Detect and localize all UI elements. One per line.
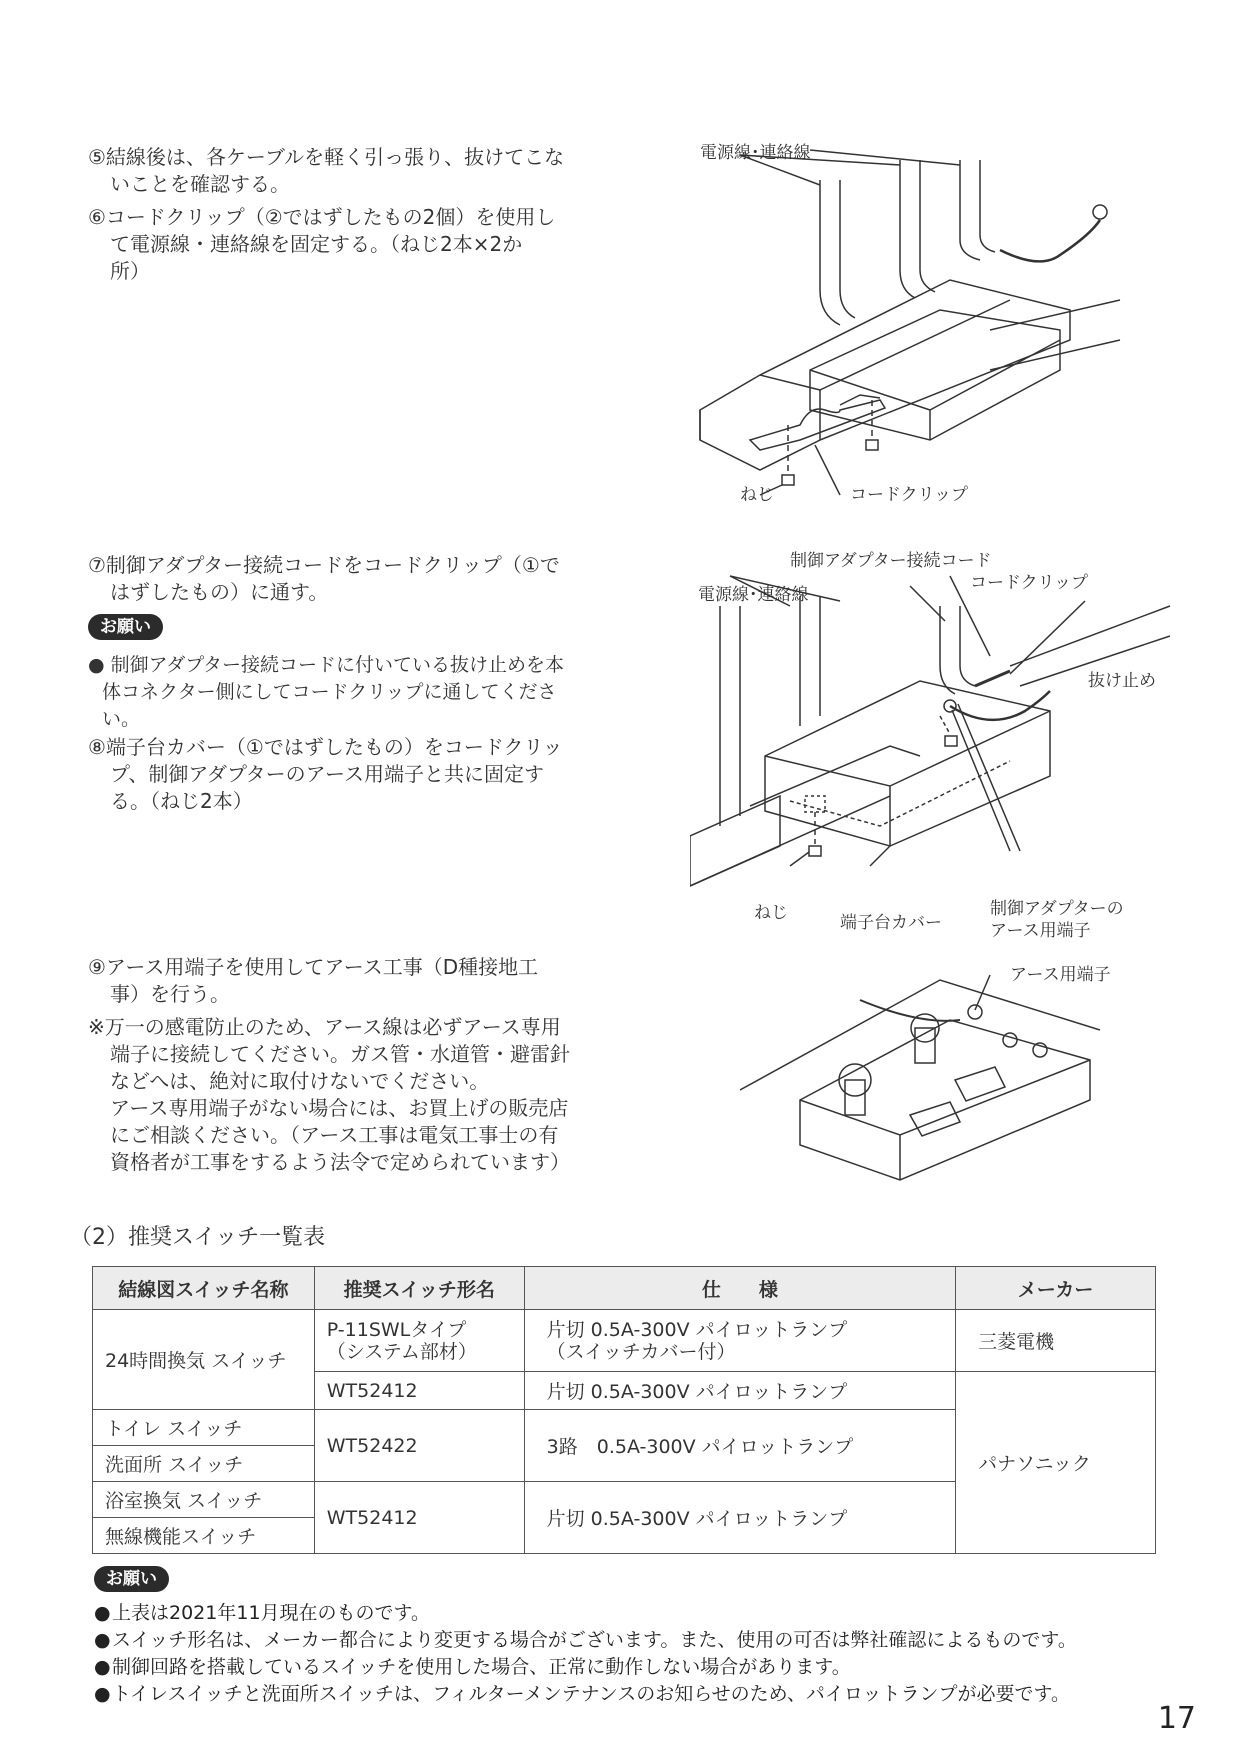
note2-badge: お願い [94, 1566, 169, 1592]
cell-model-wt52412-a: WT52412 [314, 1372, 524, 1410]
th-switch-name: 結線図スイッチ名称 [93, 1267, 315, 1310]
cell-name-washroom: 洗面所 スイッチ [93, 1446, 315, 1482]
step6-text [88, 204, 555, 285]
section-title: （2）推奨スイッチ一覧表 [70, 1225, 326, 1250]
fig2-label-earth-line2: アース用端子 [990, 921, 1091, 941]
note2 [94, 1566, 169, 1592]
list-item: ●上表は2021年11月現在のものです。 [94, 1602, 431, 1624]
fig1-label-cable: 電源線･連絡線 [700, 143, 811, 163]
step9-text [88, 954, 538, 1008]
cell-name-24h: 24時間換気 スイッチ [93, 1310, 315, 1410]
step7-line2: はずしたもの）に通す。 [110, 580, 329, 604]
step8-line3: る。（ねじ2本） [110, 789, 253, 813]
cell-spec-p11: 片切 0.5A-300V パイロットランプ （スイッチカバー付） [524, 1310, 956, 1372]
caution-line1: ※万一の感電防止のため、アース線は必ずアース専用 [88, 1015, 561, 1039]
table-row [93, 1310, 1156, 1372]
note1 [88, 614, 163, 640]
step7-text [88, 552, 560, 606]
fig1-label-clip: コードクリップ [850, 485, 968, 505]
list-item: ●制御回路を搭載しているスイッチを使用した場合、正常に動作しない場合があります。 [94, 1656, 851, 1678]
note1-line3: い。 [102, 708, 141, 730]
caution-text [88, 1014, 570, 1176]
table-header-row [93, 1267, 1156, 1310]
step9-line1: ⑨アース用端子を使用してアース工事（D種接地工 [88, 955, 539, 979]
note1-line1: ● 制御アダプター接続コードに付いている抜け止めを本 [88, 654, 564, 676]
cell-model-p11: P-11SWLタイプ （システム部材） [314, 1310, 524, 1372]
step8-text [88, 734, 563, 815]
step8-line1: ⑧端子台カバー（①ではずしたもの）をコードクリッ [88, 735, 563, 759]
cell-spec-wt52422: 3路 0.5A-300V パイロットランプ [524, 1410, 956, 1482]
caution-line3: などへは、絶対に取付けないでください。 [110, 1069, 490, 1093]
page-number: 17 [1157, 1701, 1196, 1736]
figure-cord-clip-fixing [690, 140, 1130, 510]
note1-line2: 体コネクター側にしてコードクリップに通してくださ [102, 681, 557, 703]
list-item: ●トイレスイッチと洗面所スイッチは、フィルターメンテナンスのお知らせのため、パイロットランプが必要です。 [94, 1683, 1070, 1705]
figure-cord-clip-drawing [690, 140, 1130, 510]
th-spec: 仕 様 [524, 1267, 956, 1310]
cell-spec-wt52412-a: 片切 0.5A-300V パイロットランプ [524, 1372, 956, 1410]
cell-spec-wt52412-b: 片切 0.5A-300V パイロットランプ [524, 1482, 956, 1554]
note1-badge: お願い [88, 614, 163, 640]
th-model: 推奨スイッチ形名 [314, 1267, 524, 1310]
note1-text [88, 652, 564, 733]
fig2-label-code: 制御アダプター接続コード [790, 551, 992, 571]
step5-line2: いことを確認する。 [110, 172, 290, 196]
fig2-label-stopper: 抜け止め [1088, 671, 1156, 691]
fig2-label-cable: 電源線･連絡線 [698, 585, 809, 605]
fig2-label-cover: 端子台カバー [840, 913, 942, 933]
caution-line2: 端子に接続してください。ガス管・水道管・避雷針 [110, 1042, 570, 1066]
fig1-label-screw: ねじ [740, 485, 774, 505]
fig2-label-screw: ねじ [754, 903, 788, 923]
caution-line4: アース専用端子がない場合には、お買上げの販売店 [110, 1096, 569, 1120]
fig2-label-clip: コードクリップ [970, 573, 1088, 593]
note2-list [94, 1600, 1077, 1708]
fig3-label-earth: アース用端子 [1010, 965, 1111, 985]
th-maker: メーカー [956, 1267, 1156, 1310]
step5-text [88, 144, 564, 198]
figure-earth-terminal [740, 950, 1140, 1190]
recommended-switch-table [92, 1266, 1156, 1554]
cell-name-toilet: トイレ スイッチ [93, 1410, 315, 1446]
step5-line1: ⑤結線後は、各ケーブルを軽く引っ張り、抜けてこな [88, 145, 565, 169]
cell-model-wt52422: WT52422 [314, 1410, 524, 1482]
step6-line3: 所） [110, 259, 150, 283]
step6-line1: ⑥コードクリップ（②ではずしたもの2個）を使用し [88, 205, 556, 229]
step9-line2: 事）を行う。 [110, 982, 230, 1006]
caution-line5: にご相談ください。（アース工事は電気工事士の有 [110, 1123, 559, 1147]
fig2-label-earth-line1: 制御アダプターの [990, 899, 1124, 919]
cell-maker-mitsubishi: 三菱電機 [956, 1310, 1156, 1372]
figure-terminal-cover-drawing [690, 546, 1190, 946]
cell-model-wt52412-b: WT52412 [314, 1482, 524, 1554]
cell-maker-panasonic: パナソニック [956, 1372, 1156, 1554]
step8-line2: プ、制御アダプターのアース用端子と共に固定す [110, 762, 544, 786]
list-item: ●スイッチ形名は、メーカー都合により変更する場合がございます。また、使用の可否は弊社確認によるものです。 [94, 1629, 1077, 1651]
step6-line2: て電源線・連絡線を固定する。（ねじ2本×2か [110, 232, 523, 256]
figure-earth-terminal-drawing [740, 950, 1140, 1190]
cell-name-bath: 浴室換気 スイッチ [93, 1482, 315, 1518]
cell-name-wireless: 無線機能スイッチ [93, 1518, 315, 1554]
step7-line1: ⑦制御アダプター接続コードをコードクリップ（①で [88, 553, 560, 577]
caution-line6: 資格者が工事をするよう法令で定められています） [110, 1150, 570, 1174]
figure-terminal-cover [690, 546, 1190, 946]
